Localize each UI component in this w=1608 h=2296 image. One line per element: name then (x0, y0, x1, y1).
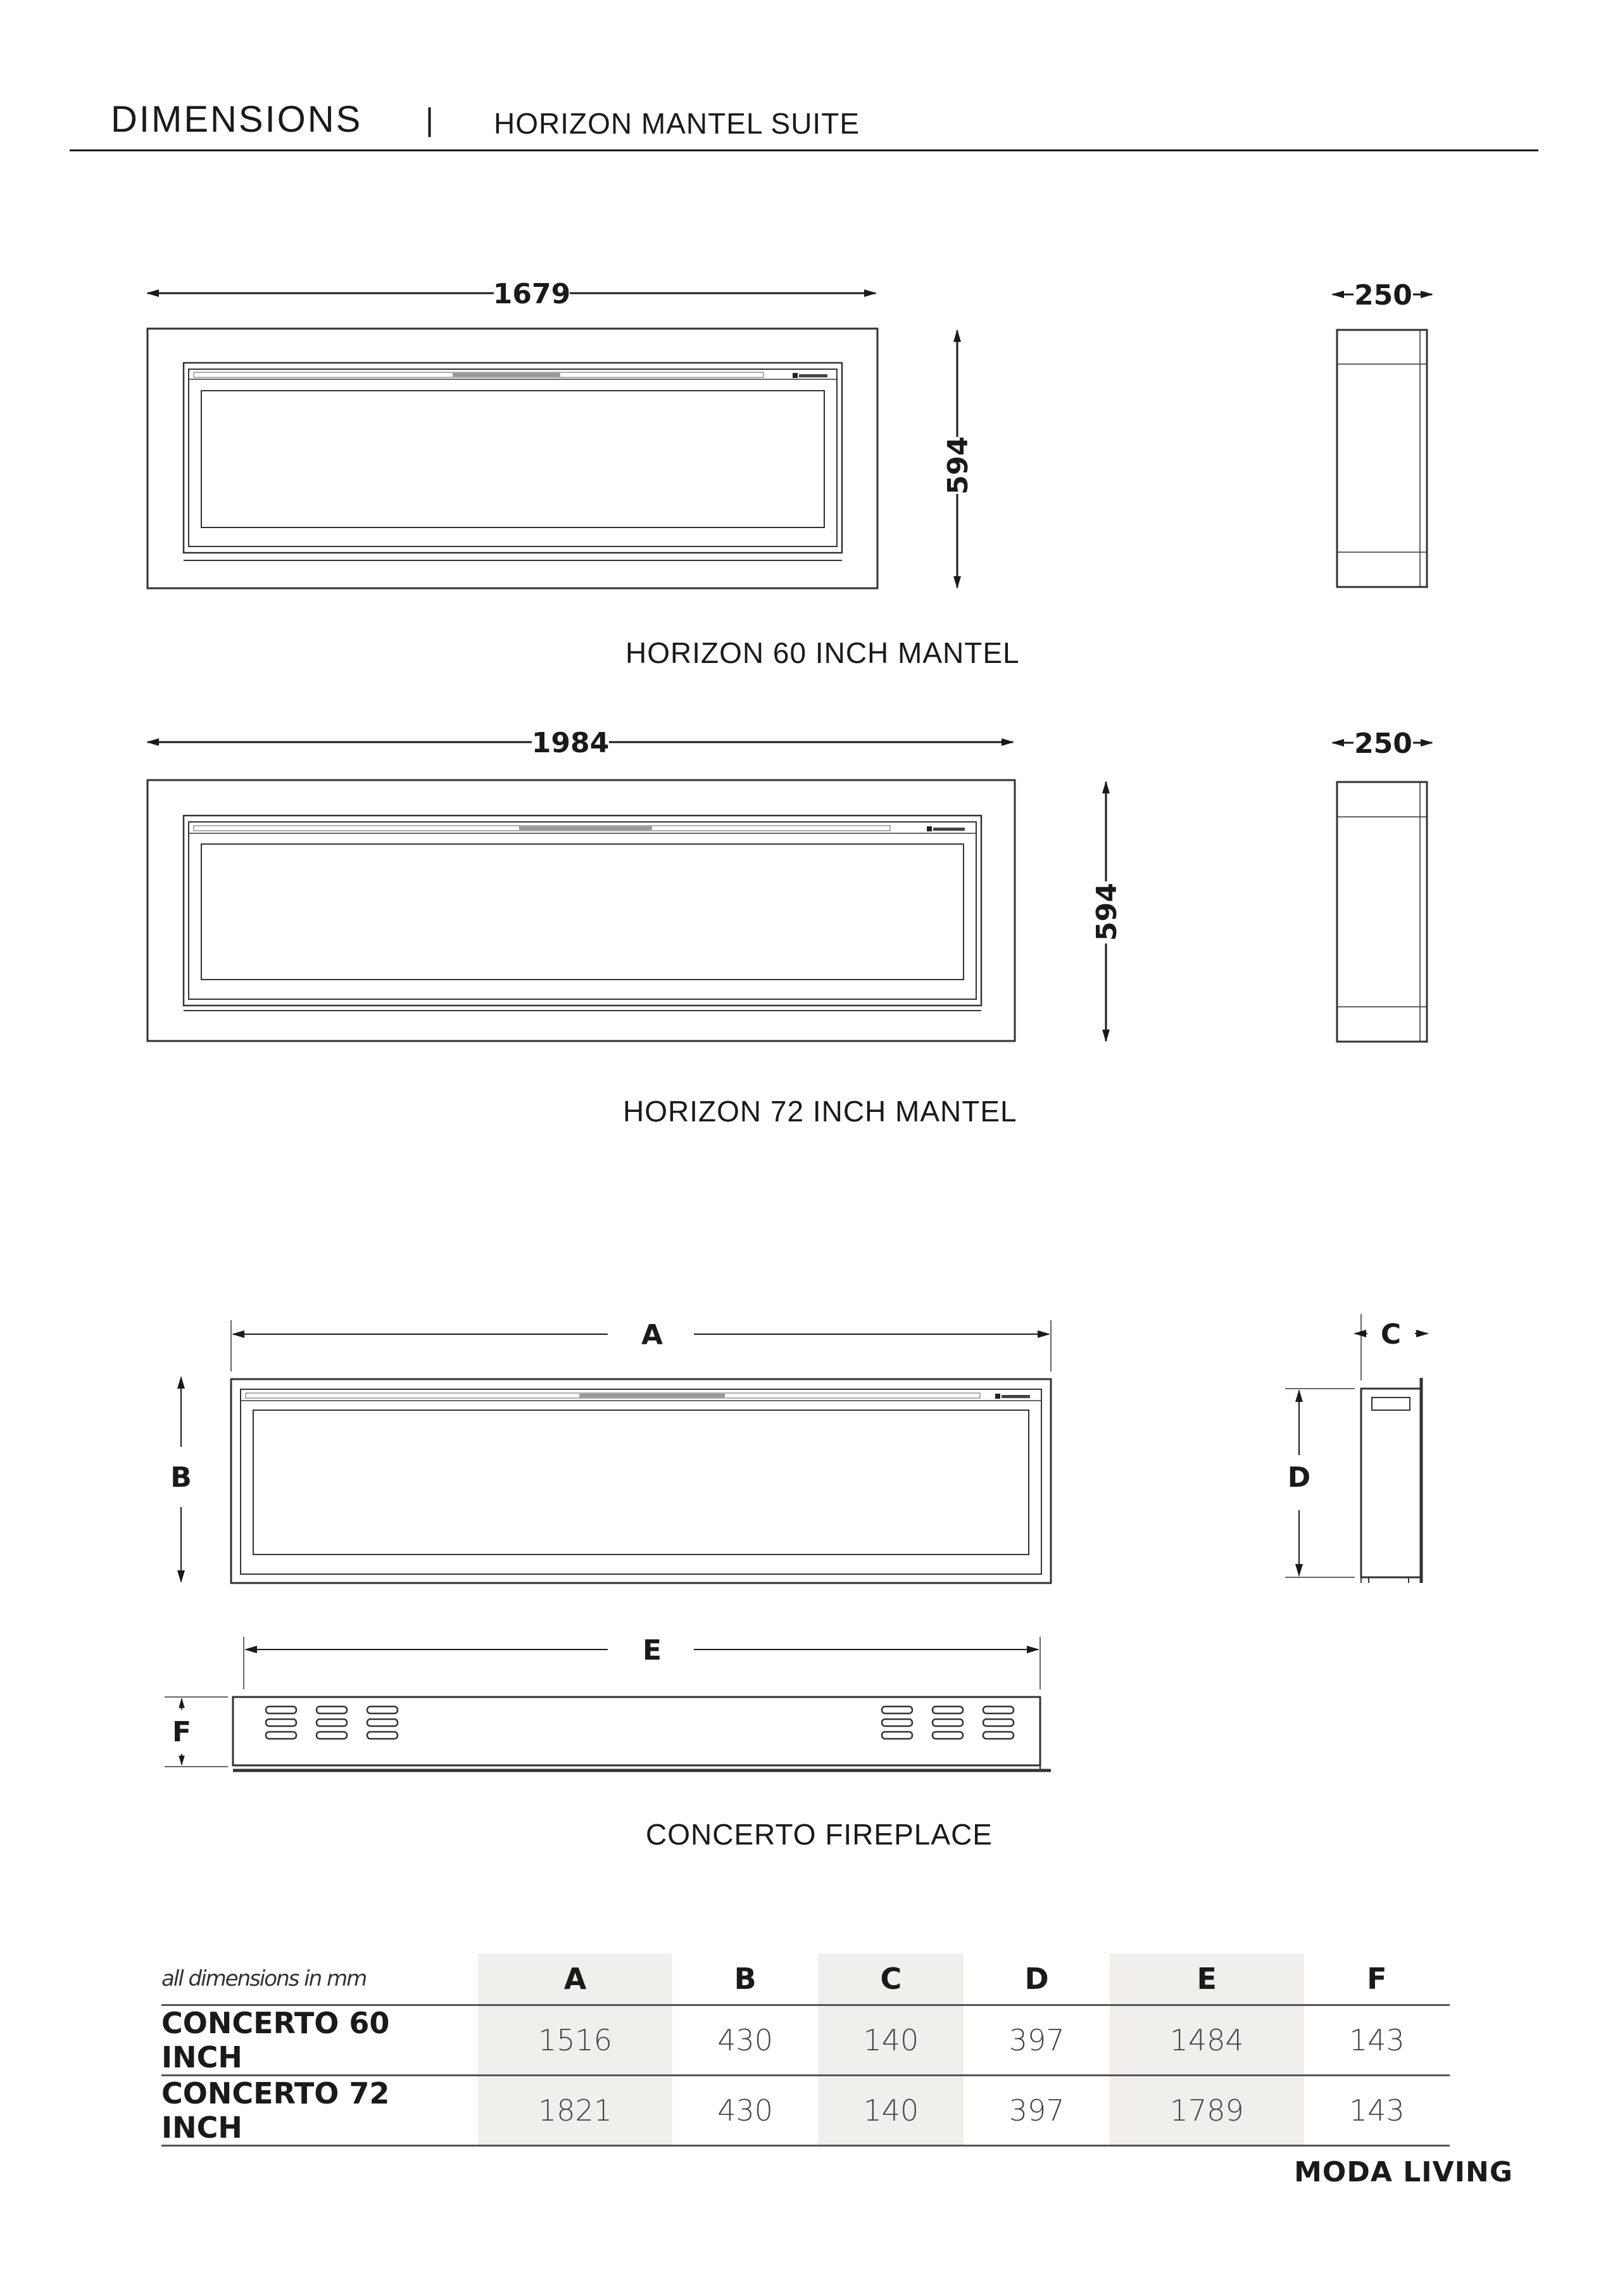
cell-c: 140 (818, 2076, 964, 2146)
horizon-60-width-label: 1679 (493, 278, 571, 310)
horizon-60-front-view (148, 329, 877, 588)
cell-e: 1789 (1110, 2076, 1304, 2146)
cell-b: 430 (717, 2023, 774, 2057)
page-title: DIMENSIONS (111, 99, 363, 140)
concerto-label-f: F (172, 1716, 192, 1748)
concerto-label-a: A (641, 1319, 663, 1351)
cell-c: 140 (818, 2005, 964, 2076)
column-header-e: E (1110, 1953, 1304, 2005)
title-separator: | (425, 102, 434, 137)
units-note: all dimensions in mm (161, 1966, 367, 1991)
concerto-b-dimension (170, 1377, 192, 1582)
horizon-60-caption: HORIZON 60 INCH MANTEL (625, 636, 1020, 669)
table-header-row (161, 1953, 1450, 2005)
concerto-label-e: E (642, 1634, 662, 1667)
concerto-side-view (1285, 1314, 1421, 1583)
concerto-e-dimension (246, 1634, 1038, 1667)
page-subtitle: HORIZON MANTEL SUITE (494, 107, 860, 140)
concerto-label-c: C (1380, 1318, 1402, 1351)
horizon-72-side-view (1337, 782, 1427, 1042)
horizon-60-height-dimension (942, 331, 974, 588)
cell-d: 397 (1008, 2023, 1065, 2057)
column-header-f: F (1367, 1962, 1387, 1996)
horizon-72-height-label: 594 (1091, 883, 1123, 941)
row-name: CONCERTO 72 INCH (161, 2076, 390, 2145)
brand-name: MODA LIVING (1294, 2156, 1513, 2188)
cell-f: 143 (1348, 2093, 1405, 2128)
cell-a: 1516 (478, 2005, 672, 2076)
column-header-c: C (818, 1953, 964, 2005)
concerto-d-dimension (1288, 1391, 1311, 1575)
horizon-72-height-dimension (1091, 782, 1123, 1041)
horizon-72-depth-label: 250 (1354, 728, 1412, 760)
concerto-top-view (165, 1637, 1051, 1770)
row-name: CONCERTO 60 INCH (161, 2006, 390, 2074)
horizon-60-width-dimension (148, 278, 876, 310)
column-header-a: A (478, 1953, 672, 2005)
concerto-front-view (231, 1320, 1051, 1583)
horizon-72-caption: HORIZON 72 INCH MANTEL (623, 1095, 1017, 1128)
cell-b: 430 (717, 2093, 774, 2128)
column-header-b: B (734, 1962, 757, 1996)
concerto-f-dimension (172, 1699, 191, 1765)
dimensions-table (161, 1953, 1450, 2147)
cell-a: 1821 (478, 2076, 672, 2146)
horizon-72-depth-dimension (1333, 728, 1432, 760)
table-row (161, 2005, 1450, 2076)
table-row (161, 2076, 1450, 2146)
horizon-72-front-view (148, 780, 1015, 1041)
horizon-60-depth-dimension (1333, 279, 1432, 312)
cell-e: 1484 (1110, 2005, 1304, 2076)
column-header-d: D (1024, 1962, 1049, 1996)
horizon-60-height-label: 594 (942, 436, 974, 495)
cell-d: 397 (1008, 2093, 1065, 2128)
concerto-a-dimension (233, 1319, 1049, 1351)
concerto-label-b: B (170, 1461, 192, 1494)
concerto-label-d: D (1287, 1461, 1311, 1494)
horizon-72-width-dimension (148, 727, 1013, 759)
concerto-c-dimension (1355, 1318, 1428, 1351)
horizon-60-side-view (1337, 330, 1427, 587)
horizon-60-depth-label: 250 (1354, 279, 1412, 312)
concerto-caption: CONCERTO FIREPLACE (646, 1818, 993, 1851)
horizon-72-width-label: 1984 (531, 727, 610, 759)
concerto-vents (266, 1706, 1014, 1739)
cell-f: 143 (1348, 2023, 1405, 2057)
